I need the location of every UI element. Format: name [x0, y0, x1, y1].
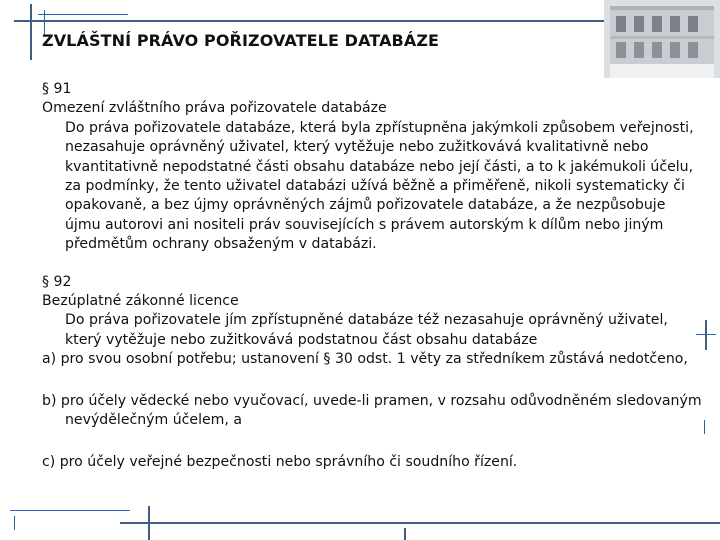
section-92 [42, 273, 702, 472]
building-photo [604, 0, 720, 78]
decorative-line-bottom-left-vertical [14, 516, 15, 530]
decorative-line-top [14, 20, 604, 22]
page-title: ZVLÁŠTNÍ PRÁVO POŘIZOVATELE DATABÁZE [42, 31, 440, 50]
section-paragraph: Do práva pořizovatele databáze, která byla zpřístupněna jakýmkoli způsobem veřejnosti, nezasahuje oprávněný uživatel, který vytěžuje nebo zužitkovává kvalitativně nebo kvantitativně nepodstatné části obsahu databáze nebo její části, a to k jakémukoli účelu, za podmínky, že tento uživatel databázi užívá běžně a přiměřeně, nikoli systematicky či opakovaně, a bez újmy oprávněných zájmů pořizovatele databáze, a že nezpůsobuje újmu autorovi ani nositeli práv souvisejících s právem autorským k dílům nebo jiným předmětům ochrany obsaženým v databázi. [65, 119, 694, 253]
decorative-line-bottom-vertical [148, 506, 150, 540]
decorative-line-bottom [120, 522, 720, 524]
section-paragraph: Do práva pořizovatele jím zpřístupněné databáze též nezasahuje oprávněný uživatel, který vytěžuje nebo zužitkovává podstatnou část obsahu databáze [65, 312, 668, 348]
section-heading: Omezení zvláštního práva pořizovatele databáze [42, 100, 387, 117]
document-body [42, 80, 702, 472]
decorative-line-left-vertical [30, 4, 32, 60]
list-item: b) pro účely vědecké nebo vyučovací, uvede-li pramen, v rozsahu odůvodněném sledovaným nevýdělečným účelem, a [42, 392, 702, 429]
list-item: a) pro svou osobní potřebu; ustanovení § 30 odst. 1 věty za středníkem zůstává nedotčeno, [42, 351, 688, 368]
decorative-line-top-short [38, 14, 128, 15]
section-heading: Bezúplatné zákonné licence [42, 293, 239, 310]
decorative-line-right-vertical-2 [704, 420, 705, 434]
section-number: § 92 [42, 273, 72, 290]
decorative-line-bottom-right [404, 528, 406, 540]
decorative-line-right-vertical [705, 320, 707, 350]
decorative-line-bottom-left [10, 510, 130, 511]
list-item: c) pro účely veřejné bezpečnosti nebo správního či soudního řízení. [42, 453, 518, 470]
section-91 [42, 80, 702, 255]
section-number: § 91 [42, 81, 72, 97]
